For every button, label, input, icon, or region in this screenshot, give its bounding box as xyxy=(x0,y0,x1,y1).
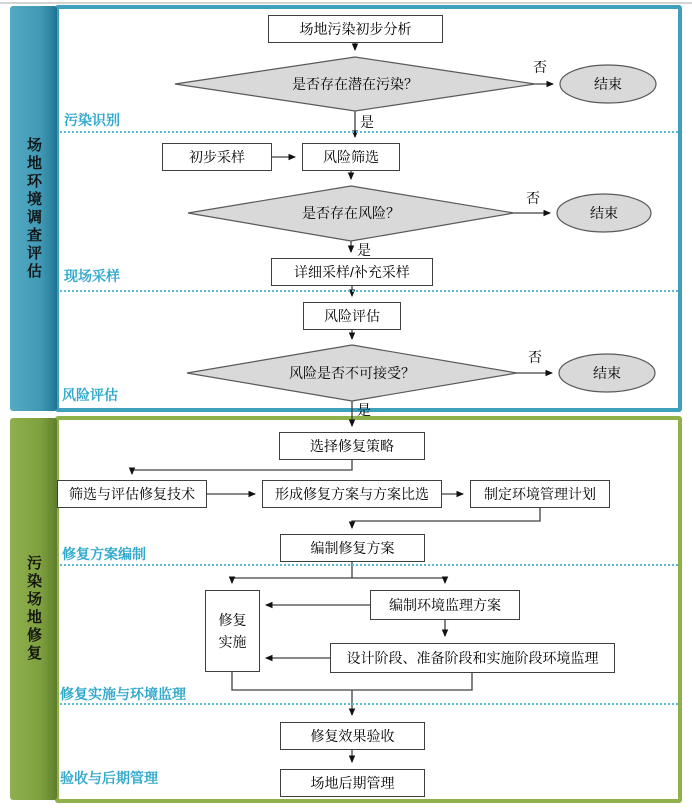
phase-separator-2 xyxy=(60,290,678,292)
process-remediation-impl xyxy=(205,590,260,672)
process-initial-analysis: 场地污染初步分析 xyxy=(268,15,443,43)
phase-label-risk-assessment: 风险评估 xyxy=(62,387,118,403)
phase-label-site-sampling: 现场采样 xyxy=(64,268,120,284)
decision-potential-pollution-label: 是否存在潜在污染？ xyxy=(292,76,418,92)
sidebar-investigation-phase xyxy=(10,6,57,411)
terminator-end-1-label: 结束 xyxy=(594,76,622,92)
sidebar-investigation-label: 场地环境调查评估 xyxy=(25,136,42,281)
decision-risk-unacceptable-label: 风险是否不可接受？ xyxy=(289,365,415,381)
edge-join-bar xyxy=(232,672,472,690)
process-form-plan: 形成修复方案与方案比选 xyxy=(262,480,442,508)
edge-env-mgmt-to-compile xyxy=(352,508,540,528)
process-effect-acceptance: 修复效果验收 xyxy=(280,722,425,750)
process-post-mgmt: 场地后期管理 xyxy=(280,769,425,797)
edge-label-yes-1: 是 xyxy=(360,114,374,130)
process-preliminary-sampling: 初步采样 xyxy=(162,143,272,171)
process-env-mgmt-plan: 制定环境管理计划 xyxy=(470,480,610,508)
phase-label-plan-compilation: 修复方案编制 xyxy=(62,546,146,562)
phase-label-impl-and-supervision: 修复实施与环境监理 xyxy=(60,686,186,702)
phase-separator-3 xyxy=(60,564,678,566)
process-screen-tech: 筛选与评估修复技术 xyxy=(57,480,207,508)
edge-label-no-2: 否 xyxy=(526,190,540,206)
edge-label-yes-3: 是 xyxy=(357,402,371,418)
edge-label-no-3: 否 xyxy=(528,349,542,365)
terminator-end-3-label: 结束 xyxy=(593,365,621,381)
sidebar-remediation-label: 污染场地修复 xyxy=(25,555,42,663)
process-compile-plan: 编制修复方案 xyxy=(280,534,425,562)
process-risk-screening: 风险筛选 xyxy=(302,143,400,171)
process-remediation-impl-label: 修复实施 xyxy=(218,611,247,650)
sidebar-remediation-phase xyxy=(10,418,57,800)
process-supervision-plan: 编制环境监理方案 xyxy=(370,590,520,620)
phase-label-pollution-identification: 污染识别 xyxy=(64,112,120,128)
process-stage-supervision: 设计阶段、准备阶段和实施阶段环境监理 xyxy=(330,643,615,673)
decision-risk-exist-label: 是否存在风险？ xyxy=(302,205,400,221)
phase-label-acceptance-post-mgmt: 验收与后期管理 xyxy=(60,770,158,786)
edge-label-yes-2: 是 xyxy=(357,242,371,258)
process-risk-assessment: 风险评估 xyxy=(303,302,401,330)
edge-label-no-1: 否 xyxy=(533,59,547,75)
terminator-end-2-label: 结束 xyxy=(590,205,618,221)
process-select-strategy: 选择修复策略 xyxy=(279,432,425,460)
process-detailed-sampling: 详细采样/补充采样 xyxy=(271,258,433,286)
edge-strategy-to-screen-tech xyxy=(132,460,352,474)
